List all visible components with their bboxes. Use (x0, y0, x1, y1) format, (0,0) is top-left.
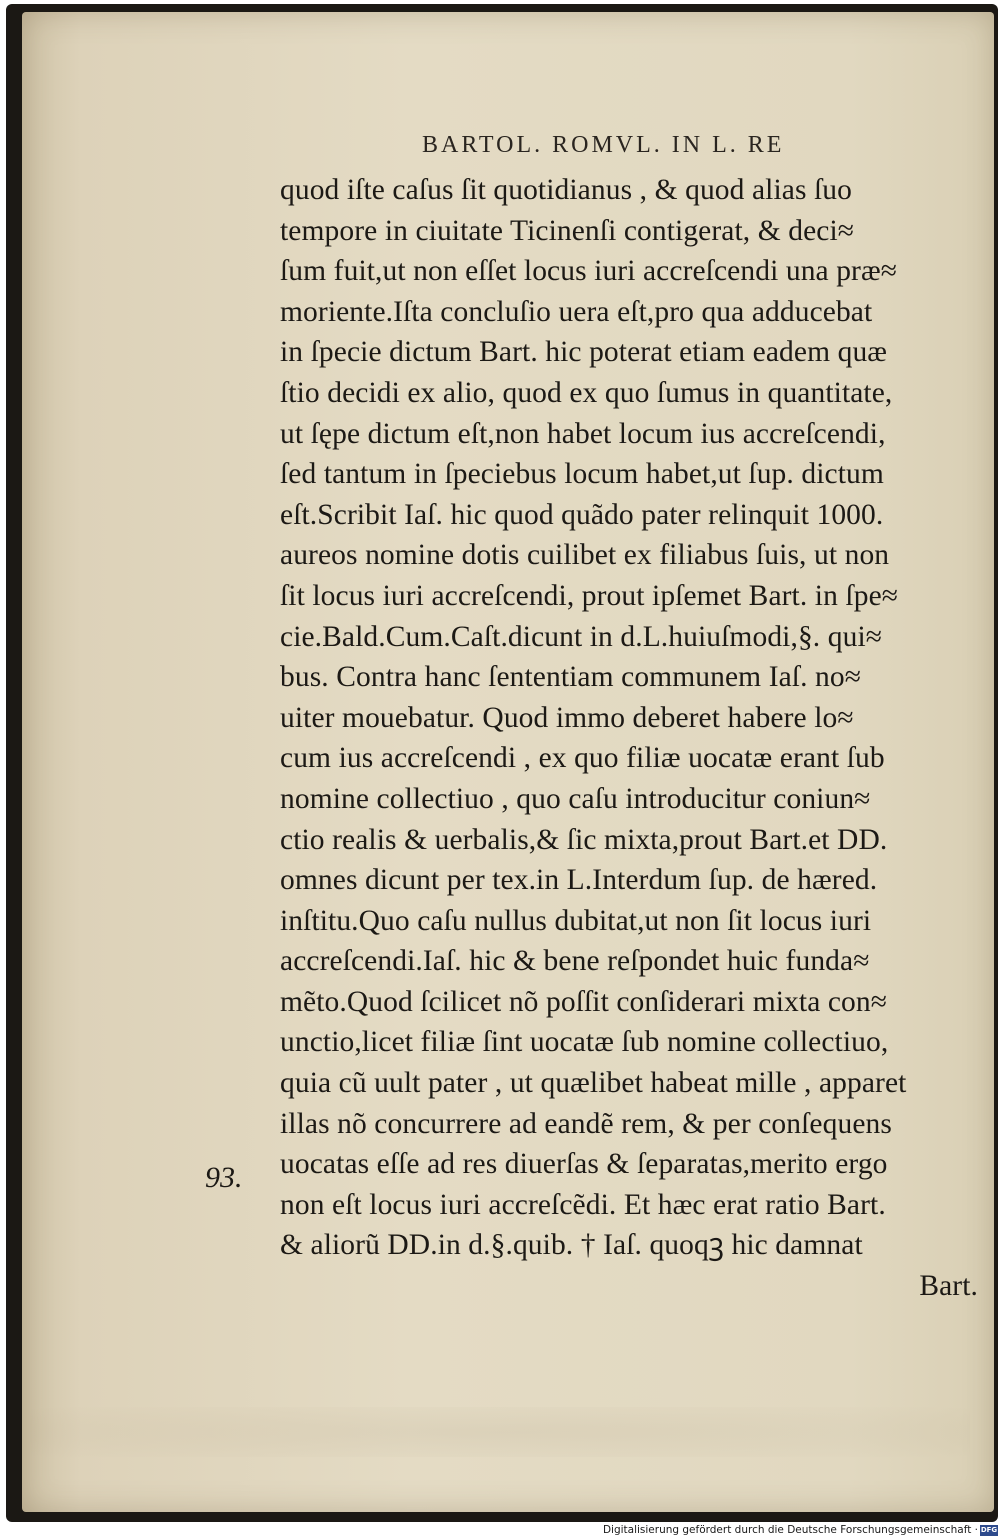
text-line: tempore in ciuitate Ticinenſi contigerat, & deci≈ (280, 214, 855, 247)
text-line: & aliorũ DD.in d.§.quib. † Iaſ. quoqꝫ hic damnat (280, 1229, 863, 1262)
text-line: quod iſte caſus ſit quotidianus , & quod alias ſuo (280, 174, 852, 206)
text-line: ut ſępe dictum eſt,non habet locum ius accreſcendi, (280, 417, 886, 450)
text-line: mẽto.Quod ſcilicet nõ poſſit conſiderari mixta con≈ (280, 985, 888, 1018)
text-block (280, 170, 1000, 1307)
text-line: ſtio decidi ex alio, quod ex quo ſumus in quantitate, (280, 376, 893, 409)
text-line: omnes dicunt per tex.in L.Interdum ſup. de hæred. (280, 864, 878, 897)
text-line: illas nõ concurrere ad eandẽ rem, & per conſequens (280, 1107, 892, 1140)
text-line: accreſcendi.Iaſ. hic & bene reſpondet huic funda≈ (280, 945, 870, 978)
text-line: uiter mouebatur. Quod immo deberet habere lo≈ (280, 701, 854, 734)
text-line: non eſt locus iuri accreſcẽdi. Et hæc erat ratio Bart. (280, 1188, 886, 1221)
funding-credit: Digitalisierung gefördert durch die Deutsche Forschungsgemeinschaft · (602, 1524, 978, 1536)
text-line: inſtitu.Quo caſu nullus dubitat,ut non ſit locus iuri (280, 904, 872, 937)
text-line: unctio,licet filiæ ſint uocatæ ſub nomine collectiuo, (280, 1026, 889, 1059)
dfg-logo-icon: DFG (980, 1526, 998, 1534)
running-head: BARTOL. ROMVL. IN L. RE (422, 132, 785, 158)
text-line: cum ius accreſcendi , ex quo filiæ uocatæ erant ſub (280, 742, 885, 775)
text-line: nomine collectiuo , quo caſu introducitur coniun≈ (280, 782, 871, 815)
text-line: bus. Contra hanc ſententiam communem Iaſ. no≈ (280, 661, 862, 694)
catchword: Bart. (919, 1270, 978, 1303)
text-line: ſit locus iuri accreſcendi, prout ipſemet Bart. in ſpe≈ (280, 579, 899, 612)
text-line: ſed tantum in ſpeciebus locum habet,ut ſup. dictum (280, 458, 884, 491)
text-line: aureos nomine dotis cuilibet ex filiabus ſuis, ut non (280, 539, 890, 572)
text-line: moriente.Iſta concluſio uera eſt,pro qua adducebat (280, 295, 873, 328)
text-line: ſum fuit,ut non eſſet locus iuri accreſcendi una præ≈ (280, 255, 898, 288)
text-line: quia cũ uult pater , ut quælibet habeat mille , apparet (280, 1067, 907, 1100)
footer-bar (0, 1522, 1000, 1540)
text-line: eſt.Scribit Iaſ. hic quod quãdo pater relinquit 1000. (280, 498, 884, 531)
book-page (22, 12, 994, 1512)
text-line: ctio realis & uerbalis,& ſic mixta,prout Bart.et DD. (280, 823, 888, 856)
text-line: cie.Bald.Cum.Caſt.dicunt in d.L.huiuſmodi,§. qui≈ (280, 620, 883, 653)
text-line: in ſpecie dictum Bart. hic poterat etiam eadem quæ (280, 336, 888, 369)
margin-note-number: 93. (205, 1161, 243, 1194)
text-line: uocatas eſſe ad res diuerſas & ſeparatas,merito ergo (280, 1148, 888, 1181)
